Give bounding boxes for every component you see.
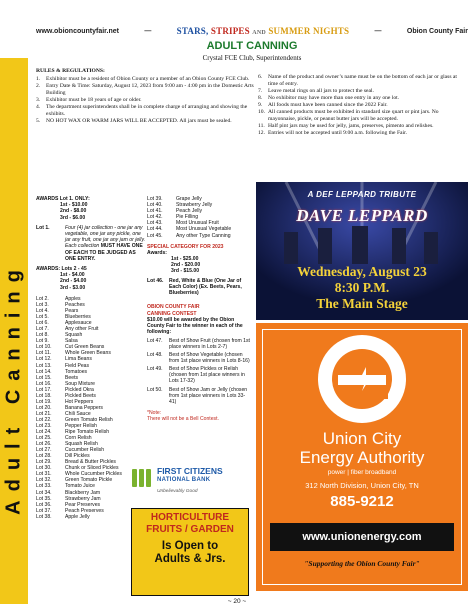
rule-item: 5. NO HOT WAX OR WARM JARS WILL BE ACCEPTED. All jars must be sealed.	[36, 118, 232, 124]
lot-number: Lot 2.	[36, 296, 49, 302]
lot-number: Lot 15.	[36, 374, 52, 381]
lot-number: Lot 6.	[36, 320, 49, 327]
lot-name: Pepper Relish	[65, 422, 97, 429]
lot-name: Any other Fruit	[65, 326, 99, 333]
lot-name: Chili Sauce	[65, 410, 91, 417]
lot-name: Apple Jelly	[65, 513, 90, 520]
lot-name: Cucumber Relish	[65, 447, 105, 454]
awards-heading: AWARDS: Lots 2 - 45	[36, 266, 87, 273]
fair-name: Obion County Fair	[406, 27, 468, 35]
lot-number: Lot 33.	[36, 483, 52, 490]
award-place: 3rd - $15.00	[171, 268, 200, 275]
award-place: 3rd - $6.00	[60, 214, 86, 221]
contest-note: *Note:	[147, 409, 162, 416]
lot-number: Lot 44.	[147, 226, 163, 233]
lot-number: Lot 18.	[36, 392, 52, 399]
lot-number: Lot 29.	[36, 459, 52, 466]
lot-number: Lot 39.	[147, 196, 163, 202]
lot-number: Lot 21.	[36, 410, 52, 417]
special-heading: SPECIAL CATEGORY FOR 2023	[147, 243, 224, 250]
utility-phone: 885-9212	[330, 493, 394, 510]
rule-item: 11. Half pint jars may be used for jelly, jams, preserves, pimento and relishes.	[258, 123, 434, 129]
lot-number: Lot 3.	[36, 302, 49, 309]
page-subtitle: Crystal FCE Club, Superintendents	[202, 54, 302, 62]
contest-lot	[147, 338, 252, 350]
lot-name: Apples	[65, 296, 81, 302]
lot-number: Lot 35.	[36, 495, 52, 502]
lot-name: Corn Relish	[65, 435, 92, 442]
lot-name: Pear Preserves	[65, 501, 101, 508]
utility-name: Union City Energy Authority	[299, 429, 425, 467]
lot-number: Lot 19.	[36, 398, 52, 405]
award-place: 1st - $25.00	[171, 255, 199, 262]
lot-number: Lot 5.	[36, 314, 49, 321]
lot-name: Strawberry Jam	[65, 495, 101, 502]
lot-number: Lot 34.	[36, 489, 52, 496]
lot-number: Lot 7.	[36, 326, 49, 333]
side-label: Adult Canning	[2, 261, 25, 515]
lot-number: Lot 14.	[36, 368, 52, 375]
horticulture-notice: HORTICULTURE FRUITS / GARDEN Is Open to Adults & Jrs.	[131, 508, 249, 596]
lot-name: Dill Pickles	[65, 453, 90, 460]
lot-number: Lot 50.	[147, 386, 163, 393]
lot-name: Applesauce	[65, 320, 92, 327]
concert-date: Wednesday, August 23	[297, 264, 427, 279]
award-place: 3rd - $3.00	[60, 284, 86, 291]
lot-number: Lot 12.	[36, 356, 52, 363]
rule-item: 6. Name of the product and owner’s name must be on the bottom of each jar or glass at time of entry.	[258, 74, 457, 87]
lot-number: Lot 37.	[36, 507, 52, 514]
rule-item: 8. No exhibitor may have more than one entry in any one lot.	[258, 95, 400, 101]
contest-lot	[147, 352, 252, 364]
rule-item: 7. Leave metal rings on all jars to protect the seal.	[258, 88, 374, 94]
lot-name: Pickled Okra	[65, 386, 94, 393]
lot-number: Lot 10.	[36, 344, 52, 351]
lot-name: Ripe Tomato Relish	[65, 429, 110, 436]
lot-number: Lot 22.	[36, 416, 52, 423]
lot-number: Lot 4.	[36, 308, 49, 315]
lot-number: Lot 8.	[36, 332, 49, 339]
award-place: 1st - $10.00	[60, 202, 88, 209]
lot-number: Lot 11.	[36, 350, 52, 357]
lot-name: Tomato Juice	[65, 483, 96, 490]
lot-name: Hot Peppers	[65, 398, 94, 405]
concert-subtitle: A DEF LEPPARD TRIBUTE	[307, 190, 417, 199]
concert-time: 8:30 P.M.	[334, 280, 390, 295]
bank-tagline: Unbelievably Good	[157, 489, 198, 494]
lot-name: Peach Jelly	[176, 208, 203, 215]
lot-number: Lot 27.	[36, 447, 52, 454]
rules-left	[36, 68, 256, 125]
lot-number: Lot 16.	[36, 380, 52, 387]
lot-number: Lot 17.	[36, 386, 52, 393]
rule-item: 2. Entry Date & Time: Saturday, August 12, 2023 from 9:00 am - 4:00 pm in the Domestic Arts Building	[36, 83, 254, 96]
lot-name: Whole Cucumber Pickles	[65, 471, 122, 478]
lot-name: Bread & Butter Pickles	[65, 459, 116, 466]
utility-ad	[256, 323, 468, 591]
award-place: 2nd - $8.00	[60, 208, 87, 215]
plug-logo-icon	[314, 331, 410, 427]
contest-lot	[147, 387, 252, 405]
awards-heading: AWARDS Lot 1. ONLY:	[36, 196, 90, 202]
utility-slogan: "Supporting the Obion County Fair"	[304, 559, 420, 568]
lot-number: Lot 36.	[36, 501, 52, 508]
lot-name: Salsa	[65, 338, 78, 345]
lot-name: Any other Type Canning	[176, 232, 231, 239]
lot-46: Lot 46. Red, White & Blue (One Jar of Each Color) (Ex. Beets, Pears, Blueberries)	[147, 278, 242, 297]
utility-address: 312 North Division, Union City, TN	[305, 481, 419, 490]
contest-lots	[147, 338, 252, 405]
site-url: www.obioncountyfair.net	[36, 27, 119, 35]
bank-name: FIRST CITIZENS NATIONAL BANK	[157, 466, 223, 483]
lot-number: Lot 32.	[36, 477, 52, 484]
lot-name: Soup Mixture	[65, 380, 96, 387]
lot-name: Green Tomato Relish	[65, 416, 113, 423]
contest-lot	[147, 366, 252, 384]
lot-name: Pickled Beets	[65, 392, 96, 399]
rule-item: 12. Entries will not be accepted until 9:00 a.m. following the Fair.	[258, 130, 408, 136]
rule-item: 9. All foods must have been canned since the 2022 Fair.	[258, 102, 388, 108]
lot-name: Best of Show Jam or Jelly (chosen from 1st place winners in Lots 33-41)	[169, 386, 248, 405]
rule-item: 3. Exhibitor must be 18 years of age or older.	[36, 97, 142, 103]
lot-number: Lot 13.	[36, 362, 52, 369]
bank-ad	[130, 464, 248, 504]
lot-number: Lot 26.	[36, 441, 52, 448]
lot-name: Cut Green Beans	[65, 344, 105, 351]
rules-heading: RULES & REGULATIONS:	[36, 68, 105, 74]
lot-number: Lot 40.	[147, 202, 163, 209]
lot-number: Lot 30.	[36, 465, 52, 472]
lot-number: Lot 20.	[36, 404, 52, 411]
lot-name: Squash Relish	[65, 441, 98, 448]
lot-name: Blueberries	[65, 314, 91, 321]
utility-website: www.unionenergy.com	[270, 523, 454, 551]
side-bar	[0, 58, 28, 604]
utility-tagline: power | fiber broadband	[327, 469, 397, 476]
lot-name: Peaches	[65, 302, 85, 309]
band-logo: DAVE LEPPARD	[296, 206, 428, 225]
lot-number: Lot 23.	[36, 422, 52, 429]
lot-name: Best of Show Vegetable (chosen from 1st place winners in Lots 8-16)	[169, 352, 250, 365]
lot-name: Best of Show Fruit (chosen from 1st place winners in Lots 2-7)	[169, 337, 250, 350]
concert-stage: The Main Stage	[316, 296, 408, 311]
contest-prize: $10.00 will be awarded by the Obion County Fair to the winner in each of the following:	[147, 316, 243, 335]
lot-number: Lot 31.	[36, 471, 52, 478]
theme-title: STARS, STRIPES AND SUMMER NIGHTS	[176, 26, 350, 36]
lot-name: Blackberry Jam	[65, 489, 101, 496]
lot-name: Best of Show Pickles or Relish (chosen from 1st place winners in Lots 17-32)	[169, 366, 245, 385]
lot-1: Lot 1. Four (4) jar collection - one jar any vegetable, one jar any pickle, one jar any fruit, one jar any jam or jelly. Each collection MUST HAVE ONE OF EACH TO BE JUDGED AS ONE ENTRY.	[36, 224, 146, 262]
lot-name: Strawberry Jelly	[176, 202, 213, 209]
lot-name: Squash	[65, 332, 83, 339]
contest-heading: OBION COUNTY FAIR	[147, 304, 200, 311]
lot-number: Lot 28.	[36, 453, 52, 460]
award-place: 2nd - $4.00	[60, 278, 87, 285]
lot-name: Pears	[65, 308, 79, 315]
page-header: www.obioncountyfair.net — STARS, STRIPES AND SUMMER NIGHTS — Obion County Fair	[36, 26, 468, 36]
bank-logo-icon	[130, 466, 154, 490]
lot-number: Lot 9.	[36, 338, 49, 345]
rule-item: 1. Exhibitor must be a resident of Obion County or a member of an Obion County FCE Club.	[36, 76, 250, 82]
lot-name: Green Tomato Pickle	[65, 477, 113, 484]
award-place: 1st - $4.00	[60, 272, 85, 279]
lot-name: Beets	[65, 374, 79, 381]
lot-name: Peach Preserves	[65, 507, 104, 514]
special-awards-label: Awards:	[147, 249, 168, 256]
lot-number: Lot 49.	[147, 366, 163, 373]
lot-name: Chunk or Sliced Pickles	[65, 465, 119, 472]
lot-number: Lot 42.	[147, 214, 163, 221]
lot-name: Most Unusual Fruit	[176, 220, 219, 227]
lot-number: Lot 43.	[147, 220, 163, 227]
concert-ad	[256, 182, 468, 320]
lot-name: Pie Filling	[176, 214, 199, 221]
lot-name: Most Unusual Vegetable	[176, 226, 232, 233]
page-number: ~ 20 ~	[227, 598, 247, 605]
lots-list-mid	[147, 196, 252, 239]
rules-right	[258, 74, 468, 137]
lot-number: Lot 38.	[36, 513, 52, 520]
middle-column	[147, 196, 252, 422]
lot-name: Grape Jelly	[176, 196, 202, 202]
lot-number: Lot 25.	[36, 435, 52, 442]
lot-item	[36, 514, 146, 520]
lot-name: Banana Peppers	[65, 404, 103, 411]
lot-number: Lot 24.	[36, 429, 52, 436]
lot-number: Lot 41.	[147, 208, 163, 215]
lot-number: Lot 48.	[147, 352, 163, 359]
lot-name: Lima Beans	[65, 356, 92, 363]
lot-name: Tomatoes	[65, 368, 88, 375]
rule-item: 10. All canned products must be exhibited in standard size quart or pint jars. No mayonnaise, pickle, or peanut butter jars will be accepted.	[258, 109, 439, 122]
page-title: ADULT CANNING	[206, 40, 298, 52]
lot-name: Field Peas	[65, 362, 90, 369]
award-place: 2nd - $20.00	[171, 261, 201, 268]
lot-name: Whole Green Beans	[65, 350, 111, 357]
lot-number: Lot 47.	[147, 337, 163, 344]
lot-number: Lot 45.	[147, 232, 163, 239]
awards-lot1-section	[36, 196, 146, 291]
rule-item: 4. The department superintendents shall be in complete charge of arranging and showing the exhibits.	[36, 104, 248, 117]
contest-heading: CANNING CONTEST	[147, 310, 197, 317]
contest-note: There will not be a Bell Contest.	[147, 415, 219, 422]
